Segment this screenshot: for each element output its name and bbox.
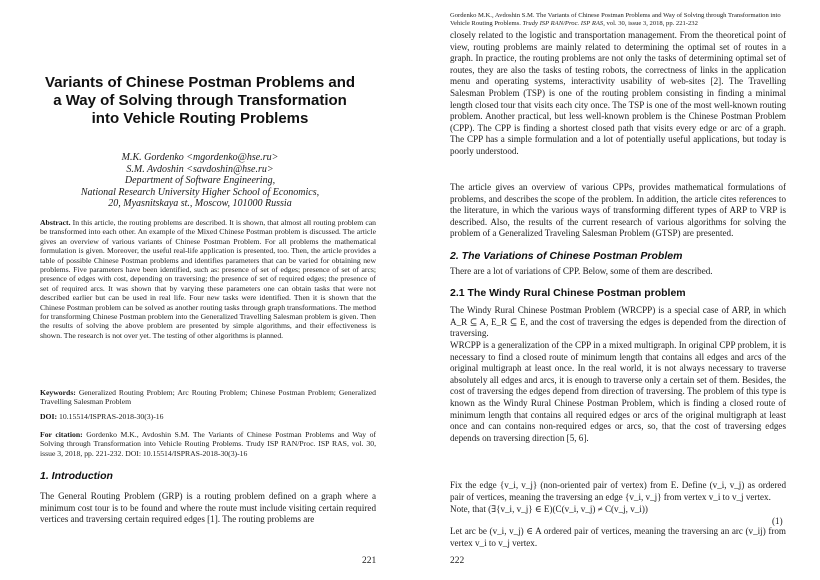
paper-title: Variants of Chinese Postman Problems and a Way of Solving through Transformation into Vehicle Routing Problems — [44, 74, 356, 127]
page-number: 222 — [450, 556, 465, 566]
keywords — [40, 388, 376, 407]
doi-text: 10.15514/ISPRAS-2018-30(3)-16 — [59, 412, 164, 421]
introduction-paragraph: The General Routing Problem (GRP) is a routing problem defined on a graph where a minimum cost tour is to be found and where the route must include visiting certain required vertices and traversing certain required edges [1]. The routing problems are — [40, 491, 376, 525]
keywords-text: Generalized Routing Problem; Arc Routing Problem; Chinese Postman Problem; Generalized Travelling Salesman Problem — [40, 388, 377, 407]
paragraph-wrcpp-generalization: WRCPP is a generalization of the CPP in a mixed multigraph. In original CPP problem, it is necessary to find a closed route of minimum length that contains all edges and arcs of the original multigraph at least once. In the real world, it is not always necessary to traverse absolutely all edges and arcs, it is enough to traverse only a certain set of them. Besides, the cost of traversing the edges depend from direction of traversing. The problem of this type is known as the Windy Rural Chinese Postman Problem, which is finding a closed route of minimum length that contains all required edges or arcs of the original multigraph at least once and can contains non-required edges or arcs, so, that the cost of traversing edges depends on traversing direction [5, 6]. — [450, 340, 786, 443]
doi-label: DOI: — [40, 412, 58, 421]
section-heading-introduction: 1. Introduction — [40, 470, 113, 482]
doi — [40, 412, 376, 421]
paragraph-variations-intro: There are a lot of variations of CPP. Below, some of them are described. — [450, 266, 713, 276]
abstract-label: Abstract. — [40, 218, 71, 227]
citation — [40, 430, 376, 458]
author-gordenko: M.K. Gordenko <mgordenko@hse.ru> — [121, 152, 279, 163]
author-block — [40, 152, 360, 210]
paragraph-article-overview: The article gives an overview of various CPPs, provides mathematical formulations of problems, and describes the scope of the problem. In addition, the article cites references to the literature, in which the various ways of transforming different types of ARP to VRP is described. Also, the results of the current research of various algorithms for solving the problem of a Generalized Traveling Salesman Problem (GTSP) are presented. — [450, 182, 786, 239]
page-number: 221 — [362, 556, 377, 566]
section-heading-wrcpp: 2.1 The Windy Rural Chinese Postman problem — [450, 287, 686, 299]
affiliation-address: 20, Myasnitskaya st., Moscow, 101000 Russia — [108, 198, 292, 209]
paragraph-routing-problems: closely related to the logistic and transportation management. From the theoretical point of view, routing problems are mainly related to determining the optimal set of routes in a graph. In practice, the routing problems are not only the tasks of determining optimal set of routes, they are also the tasks of testing robots, the correctness of links in the application menu and operating systems, interactivity usability of web-sites [2]. The Travelling Salesman Problem (TSP) is one of the routing problem consisting in finding a minimal length closed tour that visits each city once. The TSP is one of the most well-known routing problem. Another practical, but less well-known problem is the Chinese Postman Problem (CPP). The CPP is finding a shortest closed path that visits every edge or arc of a graph. The CPP has a simple formulation and a lot of potentially useful applications, but today is poorly understood. — [450, 30, 786, 156]
section-heading-variations: 2. The Variations of Chinese Postman Problem — [450, 250, 683, 262]
equation-line: Note, that (∃{v_i, v_j} ∈ E)(C(v_i, v_j) ≠ C(v_j, v_i)) — [450, 504, 648, 514]
running-head-rest: vol. 30, issue 3, 2018, pp. 221-232 — [606, 20, 698, 27]
paragraph-wrcpp-definition: The Windy Rural Chinese Postman Problem (WRCPP) is a special case of ARP, in which A_R ⊆ A, E_R ⊆ E, and the cost of traversing the edges is depended from the direction of traversing. — [450, 305, 786, 339]
equation-number: (1) — [772, 516, 783, 526]
citation-text: Gordenko M.K., Avdoshin S.M. The Variants of Chinese Postman Problems and Way of Solving through Transformation into Vehicle Routing Problems. Trudy ISP RAN/Proc. ISP RAS, vol. 30, issue 3, 2018, pp. 221-232. DOI: 10.15514/ISPRAS-2018-30(3)-16 — [40, 430, 377, 458]
paragraph-fix-edge: Fix the edge {v_i, v_j} (non-oriented pair of vertex) from E. Define (v_i, v_j) as ordered pair of vertices, meaning the traversing an edge {v_i, v_j} from vertex v_i to v_j vertex. — [450, 480, 786, 502]
right-page — [410, 0, 820, 580]
running-head-text: Gordenko M.K., Avdoshin S.M. The Variants of Chinese Postman Problems and Way of Solving through Transformation into Vehicle Routing Problems. — [450, 12, 781, 27]
abstract — [40, 218, 376, 340]
affiliation-university: National Research University Higher School of Economics, — [80, 186, 320, 198]
keywords-label: Keywords: — [40, 388, 76, 397]
citation-label: For citation: — [40, 430, 83, 439]
affiliation-department: Department of Software Engineering, — [124, 175, 276, 186]
running-head-journal: Trudy ISP RAN/Proc. ISP RAS, — [522, 20, 605, 27]
paragraph-arc-definition: Let arc be (v_i, v_j) ∈ A ordered pair of vertices, meaning the traversing an arc (v_ij) from vertex v_i to v_j vertex. — [450, 526, 786, 548]
abstract-text: In this article, the routing problems are described. It is shown, that almost all routing problem can be transformed into each other. An example of the Mixed Chinese Postman problem is discussed. The article gives an overview of various variants of Chinese Postman Problem. For all problems the mathematical formulation is given. Moreover, the useful real-life application is presented, too. Then, the article provides a table of possible Chinese Postman problems and identifies parameters that can be varied for obtaining new problems. Five parameters have been identified, such as: presence of set of edges; presence of set of arcs; presence of edges with cost, depending on traversing; the presence of set of required edges; the presence of set of required arcs. It was shown that by varying these parameters one can obtain tasks that were not described earlier but can be used in real life. Four new tasks were identified. Then it is shown that the Chinese Postman problem can be solved as another routing tasks through graph transformations. The method for transforming Chinese Postman problem into the Generalized Travelling Salesman problem is given. Then the results of solving the above problem are presented by simple algorithms, and their effectiveness is shown. The research is not over yet. The testing of other algorithms is planned. — [40, 218, 376, 340]
author-avdoshin: S.M. Avdoshin <savdoshin@hse.ru> — [126, 163, 274, 175]
running-head — [450, 12, 790, 28]
